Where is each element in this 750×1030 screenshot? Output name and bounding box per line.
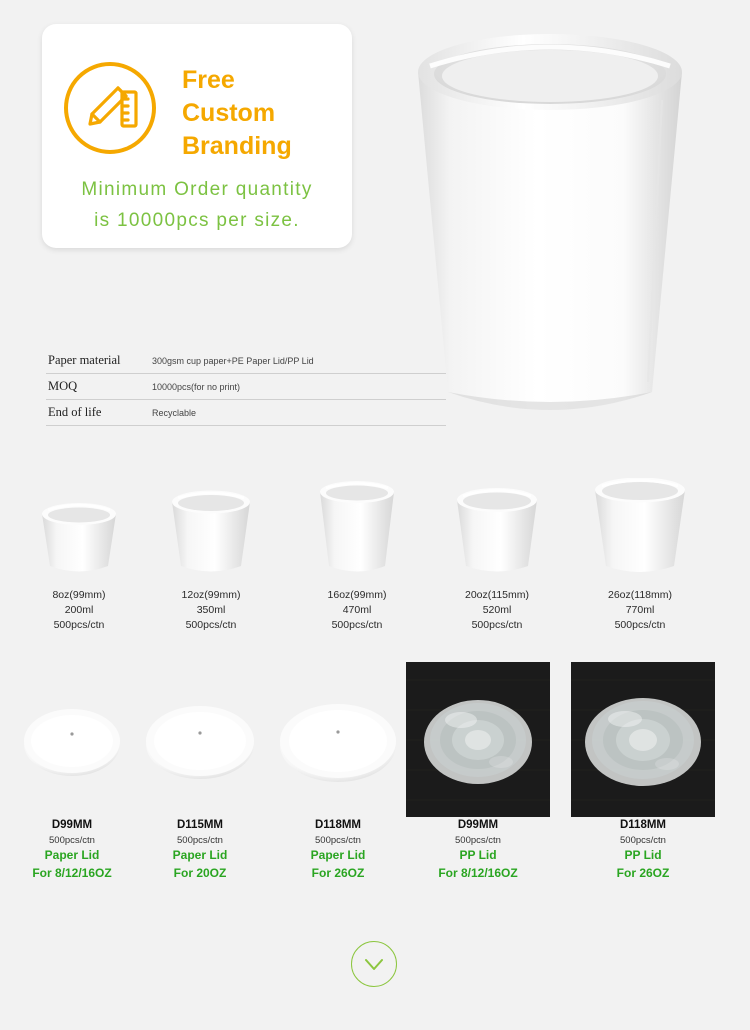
cup-pack: 500pcs/ctn [53, 619, 105, 632]
lid-type: Paper Lid [44, 848, 100, 863]
product-photo [571, 662, 715, 817]
product-photo [406, 662, 550, 817]
lid-fits: For 8/12/16OZ [32, 865, 112, 880]
cup-caption [4, 588, 154, 634]
spec-key: Paper material [48, 353, 121, 367]
lid-pack: 500pcs/ctn [177, 834, 223, 846]
lid-type: Paper Lid [172, 848, 228, 863]
lids-row [0, 662, 750, 912]
table-row [46, 400, 446, 426]
cup-volume: 520ml [482, 604, 512, 617]
cup-caption [565, 588, 715, 634]
cup-20oz-image [422, 478, 572, 588]
list-item [4, 478, 154, 634]
hero-section [0, 0, 750, 460]
spec-table [46, 348, 446, 426]
lid-caption [120, 817, 280, 882]
lid-name: D99MM [457, 819, 499, 831]
cup-caption [422, 588, 572, 634]
promo-moq-line-2: is 10000pcs per size. [94, 210, 300, 232]
lid-caption [258, 817, 418, 882]
promo-moq [42, 174, 352, 237]
promo-line-2: Custom [182, 99, 276, 127]
cup-caption [282, 588, 432, 634]
spec-key: MOQ [48, 379, 78, 393]
list-item [563, 662, 723, 882]
cup-pack: 500pcs/ctn [614, 619, 666, 632]
chevron-down-icon[interactable] [351, 941, 397, 987]
cup-pack: 500pcs/ctn [185, 619, 237, 632]
spec-value: 10000pcs(for no print) [152, 381, 241, 392]
promo-moq-line-1: Minimum Order quantity [81, 179, 313, 200]
lid-name: D118MM [619, 819, 667, 831]
pencil-ruler-icon [64, 62, 156, 154]
list-item [136, 478, 286, 634]
spec-value: Recyclable [152, 407, 197, 418]
lid-fits: For 26OZ [311, 865, 365, 880]
cup-sizes-row [0, 478, 750, 653]
lid-type: PP Lid [624, 848, 662, 863]
lid-name: D118MM [314, 819, 362, 831]
list-item [120, 662, 280, 882]
cup-pack: 500pcs/ctn [471, 619, 523, 632]
lid-name: D99MM [51, 819, 93, 831]
cup-volume: 470ml [342, 604, 372, 617]
lid-pack: 500pcs/ctn [620, 834, 666, 846]
list-item [398, 662, 558, 882]
list-item [422, 478, 572, 634]
cup-size: 8oz(99mm) [52, 589, 106, 601]
cup-26oz-image [565, 478, 715, 588]
cup-size: 20oz(115mm) [465, 589, 529, 601]
list-item [282, 478, 432, 634]
lid-d99mm-pp-photo [398, 662, 558, 817]
lid-d118mm-pp-photo [563, 662, 723, 817]
promo-line-1: Free [182, 66, 235, 94]
cup-caption [136, 588, 286, 634]
cup-8oz-image [4, 478, 154, 588]
list-item [565, 478, 715, 634]
cup-16oz-image [282, 478, 432, 588]
lid-d115mm-paper-image [120, 662, 280, 817]
cup-12oz-image [136, 478, 286, 588]
cup-volume: 350ml [196, 604, 226, 617]
lid-fits: For 26OZ [616, 865, 670, 880]
spec-value: 300gsm cup paper+PE Paper Lid/PP Lid [152, 355, 314, 366]
lid-fits: For 20OZ [173, 865, 227, 880]
promo-line-3: Branding [182, 132, 292, 160]
table-row [46, 374, 446, 400]
lid-pack: 500pcs/ctn [315, 834, 361, 846]
lid-d118mm-paper-image [258, 662, 418, 817]
lid-pack: 500pcs/ctn [455, 834, 501, 846]
lid-pack: 500pcs/ctn [49, 834, 95, 846]
cup-size: 16oz(99mm) [327, 589, 387, 601]
list-item [258, 662, 418, 882]
lid-caption [563, 817, 723, 882]
lid-name: D115MM [176, 819, 224, 831]
lid-caption [398, 817, 558, 882]
promo-card [42, 24, 352, 248]
cup-size: 12oz(99mm) [181, 589, 241, 601]
cup-volume: 200ml [64, 604, 94, 617]
cup-size: 26oz(118mm) [608, 589, 672, 601]
lid-type: PP Lid [459, 848, 497, 863]
promo-headline [182, 64, 342, 163]
lid-fits: For 8/12/16OZ [438, 865, 518, 880]
table-row [46, 348, 446, 374]
lid-type: Paper Lid [310, 848, 366, 863]
cup-pack: 500pcs/ctn [331, 619, 383, 632]
spec-key: End of life [48, 405, 102, 419]
cup-volume: 770ml [625, 604, 655, 617]
